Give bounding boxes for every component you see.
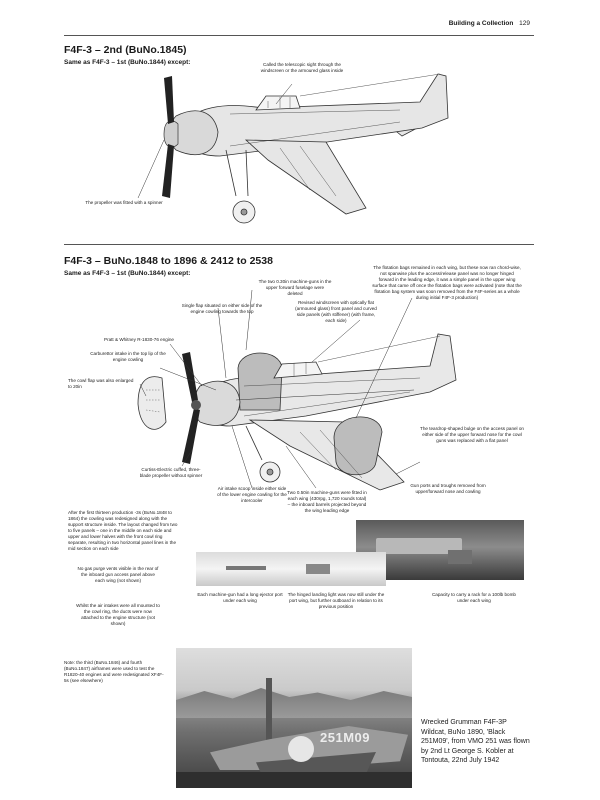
aircraft-drawing-1 [0,0,600,240]
page-number: 129 [519,20,530,27]
note-cowl-flap: The cowl flap was also enlarged to 20in [68,378,134,389]
note-single-flap: Single flap situated on either side of the engine cowling towards the top [181,303,263,314]
section1-title: F4F-3 – 2nd (BuNo.1845) [64,44,187,56]
note-propeller: Curtiss-Electric cuffed, three-blade propeller without spinner [139,467,203,478]
detail-photo-wing-underside [196,552,386,586]
note-ejector-port: Each machine-gun had a long ejector port under each wing [197,592,283,603]
section1-subtitle: Same as F4F-3 – 1st (BuNo.1844) except: [64,59,191,66]
note-cowling-redesign: After the first thirteen production -3s (BuNo.1848 to 1864) the cowling was redesigned along with the support structure inside. The layout changed from two to five panels – one in the middle on each side and upper and lower halves with the front cowl ring separate, resulting in two horizontal panel lines in the mid section on each side [68,510,178,551]
section-divider [64,244,534,245]
note-windscreen: Revised windscreen with optically flat (armoured glass) front panel and curved side panels (with stiffener) (with frame, each side) [295,300,377,323]
note-teardrop-bulge: The teardrop-shaped bulge on the access panel on either side of the upper forward nose for the cowl guns was replaced with a flat panel [420,426,524,443]
photo-marking: 251M09 [320,730,370,745]
section-name: Building a Collection [448,20,514,27]
note-air-intakes: Whilst the air intakes were all mounted to the cowl ring, the ducts were now attached to the engine structure (not shown) [76,603,160,626]
photo-wrecked-wildcat [176,648,412,788]
note-landing-light: The hinged landing light was now still under the port wing, but further outboard in relation to its previous position [287,592,385,609]
note-telescopic-sight: Called the telescopic sight through the windscreen or the armoured glass inside [260,62,344,73]
note-engine: Pratt & Whitney R-1830-76 engine [104,337,174,342]
note-gas-purge: No gas purge vents visible in the rear of the inboard gun access panel above each wing (not shown) [77,566,159,583]
note-spinner: The propeller was fitted with a spinner [85,200,163,205]
section2-title: F4F-3 – BuNo.1848 to 1896 & 2412 to 2538 [64,255,273,267]
note-gun-ports: Gun ports and troughs removed from upper/forward nose and cowling [410,483,486,494]
note-wing-guns: Two 0.50in machine-guns were fitted in each wing (430rpg, 1,720 rounds total) – the inboard barrels projected beyond the wing leading edge [287,490,367,513]
section2-subtitle: Same as F4F-3 – 1st (BuNo.1844) except: [64,270,191,277]
photo-caption: Wrecked Grumman F4F-3P Wildcat, BuNo 1890, 'Black 251M09', from VMO 251 was flown by 2nd Lt George S. Kobler at Tontouta, 22nd July 1942 [421,719,530,764]
note-flotation-bags: The flotation bags remained in each wing, but these now ran chord-wise, not spanwise plus the access/release panel was no longer hinged forward in the leading edge, it was a simple panel in the upper wing surface that came off once the flotation bags were activated (note that the flotation bag system was soon removed from the F4F-series as a whole during initial F4F-3 production) [372,265,522,300]
note-bomb-rack: Capacity to carry a rack for a 100lb bomb under each wing [431,592,516,603]
note-third-fourth-airframes: Note: the third (BuNo.1846) and fourth (BuNo.1847) airframes were used to test the R1820-40 engines and were redesignated XF4F-5s (see elsewhere) [64,660,164,683]
note-carb-intake: Carburettor intake in the top lip of the engine cowling [90,351,166,362]
note-mg-deleted: The two 0.30in machine-guns in the upper forward fuselage were deleted [258,279,332,296]
note-air-scoop: Air intake scoop inside either side of the lower engine cowling for the intercooler [217,486,287,503]
